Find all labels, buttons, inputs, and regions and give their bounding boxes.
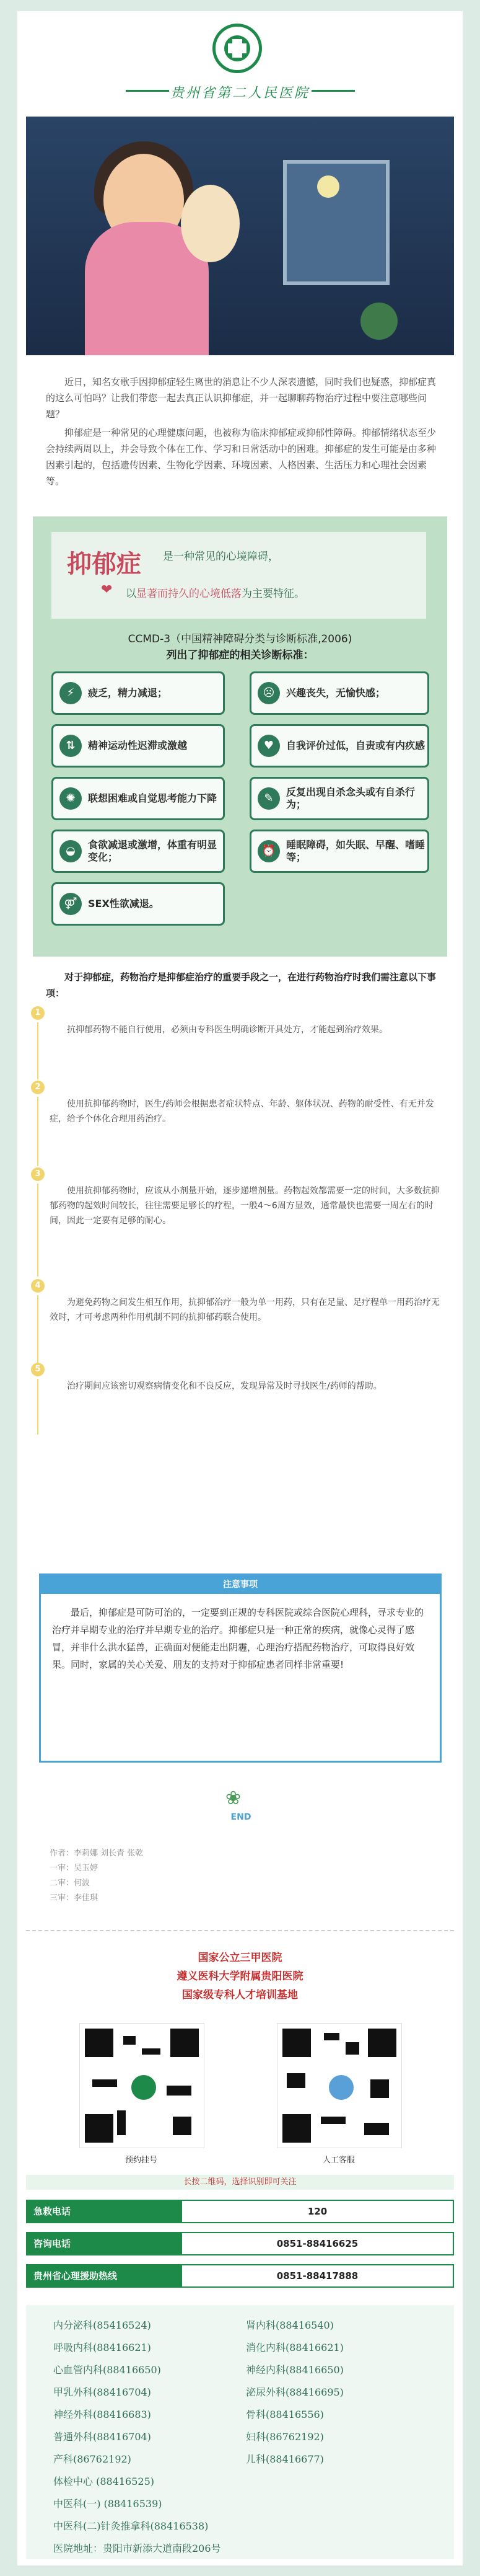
criterion-thinking: ✺ 联想困难或自觉思考能力下降 xyxy=(51,777,225,820)
department-item: 神经内科(88416650) xyxy=(246,2364,344,2376)
plant-illustration xyxy=(360,303,398,340)
step-1: 1 抗抑郁药物不能自行使用，必须由专科医生明确诊断开具处方，才能起到治疗效果。 xyxy=(50,1006,446,1037)
department-item: 普通外科(88416704) xyxy=(53,2431,151,2443)
qr-label-appointment: 预约挂号 xyxy=(124,2156,157,2165)
infographic-heading: 抑郁症 xyxy=(67,549,141,578)
department-item: 产科(86762192) xyxy=(53,2453,131,2465)
footer-line-3: 国家级专科人才培训基地 xyxy=(182,1989,298,2001)
qr-code-appointment[interactable] xyxy=(79,2023,204,2148)
leaf-icon: ❀ xyxy=(225,1787,242,1809)
divider xyxy=(26,1930,454,1931)
hero-illustration xyxy=(26,117,454,355)
department-item: 神经外科(88416683) xyxy=(53,2409,151,2420)
criterion-libido: ⚤ SEX性欲减退。 xyxy=(51,882,225,926)
step-2: 2 使用抗抑郁药物时，医生/药师会根据患者症状特点、年龄、躯体状况、药物的耐受性、有无并发症，给予个体化合理用药治疗。 xyxy=(50,1081,446,1126)
footer-line-1: 国家公立三甲医院 xyxy=(198,1952,282,1964)
treatment-intro: 对于抑郁症，药物治疗是抑郁症治疗的重要手段之一，在进行药物治疗时我们需注意以下事项： xyxy=(46,972,437,999)
knife-icon: ✎ xyxy=(258,787,280,810)
department-item: 泌尿外科(88416695) xyxy=(246,2386,344,2398)
criterion-sleep: ⏰ 睡眠障碍，如失眠、早醒、嗜睡等； xyxy=(250,830,429,873)
criterion-suicide: ✎ 反复出现自杀念头或有自杀行为； xyxy=(250,777,429,820)
department-item: 中医科(一) (88416539) xyxy=(53,2498,162,2510)
ccmd-title: CCMD-3（中国精神障碍分类与诊断标准,2006) 列出了抑郁症的相关诊断标准： xyxy=(128,633,352,662)
heart-icon: ❤ xyxy=(101,582,113,598)
criterion-fatigue: ⚡ 疲乏，精力减退； xyxy=(51,671,225,715)
definition-line-1: 是一种常见的心境障碍， xyxy=(163,551,279,563)
criterion-self-blame: ♥ 自我评价过低，自责或有内疚感 xyxy=(250,724,429,768)
moon-icon xyxy=(317,175,339,198)
credits: 作者：李莉娜 刘长青 张乾 一审：吴玉婷 二审：何波 三审：李佳琪 xyxy=(50,1849,144,1903)
paragraph-intro: 近日，知名女歌手因抑郁症轻生离世的消息让不少人深表遗憾，同时我们也疑惑，抑郁症真的这么可怕吗？让我们带您一起去真正认识抑郁症，并一起聊聊药物治疗过程中要注意哪些问题？ xyxy=(46,376,437,420)
smiling-mask-illustration xyxy=(181,185,240,262)
paragraph-definition: 抑郁症是一种常见的心理健康问题，也被称为临床抑郁症或抑郁性障碍。抑郁情绪状态至少会持续两周以上，并会导致个体在工作、学习和日常活动中的困难。抑郁症的发生可能是由多种因素引起的，包括遗传因素、生物化学因素、环境因素、人格因素、生活压力和心理社会因素等。 xyxy=(46,427,437,487)
criterion-interest-loss: ☹ 兴趣丧失，无愉快感； xyxy=(250,671,429,715)
criterion-appetite: ◒ 食欲减退或激增，体重有明显变化； xyxy=(51,830,225,873)
qr-label-customer-service: 人工客服 xyxy=(322,2156,355,2165)
article-card xyxy=(17,11,463,2565)
sad-face-icon: ☹ xyxy=(258,682,280,704)
phone-psych-hotline: 贵州省心理援助热线 0851-88417888 xyxy=(26,2264,454,2288)
arrows-icon: ⇅ xyxy=(59,735,82,757)
qr-code-customer-service[interactable] xyxy=(277,2023,402,2148)
step-3: 3 使用抗抑郁药物时，应该从小剂量开始，逐步递增剂量。药物起效都需要一定的时间，大多数抗抑郁药物的起效时间较长，往往需要足够长的疗程，一般4～6周方显效，通常最快也需要一周左右的时间，因此一定要有足够的耐心。 xyxy=(50,1167,446,1228)
criterion-retardation: ⇅ 精神运动性迟滞或激越 xyxy=(51,724,225,768)
department-item: 内分泌科(85416524) xyxy=(53,2319,151,2331)
department-item: 心血管内科(88416650) xyxy=(53,2364,161,2376)
department-item: 妇科(86762192) xyxy=(246,2431,324,2443)
department-item: 肾内科(88416540) xyxy=(246,2319,334,2331)
phone-emergency: 急救电话 120 xyxy=(26,2200,454,2223)
hospital-address: 医院地址：贵阳市新添大道南段206号 xyxy=(53,2543,221,2554)
note-box xyxy=(39,1573,442,1763)
step-4: 4 为避免药物之间发生相互作用，抗抑郁治疗一般为单一用药，只有在足量、足疗程单一用药治疗无效时，才可考虑两种作用机制不同的抗抑郁药联合使用。 xyxy=(50,1279,446,1325)
hospital-logo-icon xyxy=(212,24,262,73)
department-item: 甲乳外科(88416704) xyxy=(53,2386,151,2398)
brain-icon: ✺ xyxy=(59,787,82,810)
department-item: 骨科(88416556) xyxy=(246,2409,324,2420)
depression-infographic xyxy=(33,516,447,957)
department-item: 儿科(88416677) xyxy=(246,2453,324,2465)
note-text: 最后，抑郁症是可防可治的，一定要到正规的专科医院或综合医院心理科，寻求专业的治疗并早期专业的治疗并早期专业的治疗。抑郁症只是一种正常的疾病，就像心灵得了感冒，并非什么洪水猛兽，正确面对便能走出阴霾，心理治疗搭配药物治疗，可取得良好效果。同时，家属的关心关爱、朋友的支持对于抑郁症患者同样非常重要! xyxy=(52,1607,424,1670)
department-item: 呼吸内科(88416621) xyxy=(53,2342,151,2353)
department-item: 消化内科(88416621) xyxy=(246,2342,344,2353)
department-item: 中医科(二)针灸推拿科(88416538) xyxy=(53,2520,209,2532)
department-directory xyxy=(26,2305,454,2559)
food-bowl-icon: ◒ xyxy=(59,840,82,862)
scan-hint: 长按二维码，选择识别即可关注 xyxy=(26,2175,454,2190)
couple-icon: ⚤ xyxy=(59,893,82,915)
hospital-logo-icon xyxy=(129,2073,158,2102)
battery-icon: ⚡ xyxy=(59,682,82,704)
header xyxy=(17,17,463,101)
note-title: 注意事项 xyxy=(41,1575,440,1594)
avatar xyxy=(327,2073,356,2102)
step-5: 5 治疗期间应该密切观察病情变化和不良反应，发现异常及时寻找医生/药师的帮助。 xyxy=(50,1363,446,1394)
definition-line-2: 以显著而持久的心境低落为主要特征。 xyxy=(126,588,305,600)
broken-heart-icon: ♥ xyxy=(258,735,280,757)
footer-line-2: 遵义医科大学附属贵阳医院 xyxy=(177,1970,303,1983)
hospital-name: 贵州省第二人民医院 xyxy=(170,86,310,101)
phone-consult: 咨询电话 0851-88416625 xyxy=(26,2232,454,2255)
end-label: END xyxy=(230,1812,251,1822)
department-item: 体检中心 (88416525) xyxy=(53,2476,155,2487)
alarm-clock-icon: ⏰ xyxy=(258,840,280,862)
